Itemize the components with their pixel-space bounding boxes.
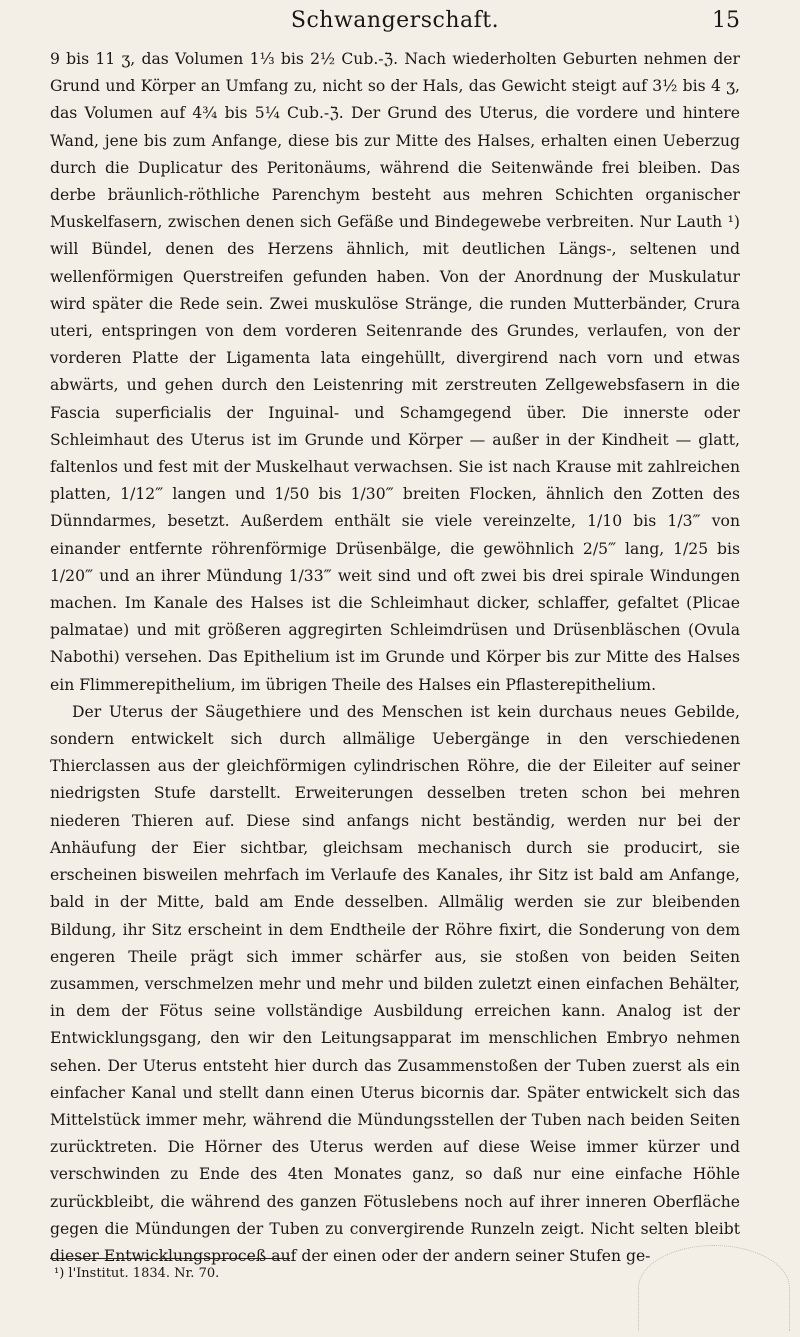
page-number: 15 [712,8,740,33]
body-text [50,46,740,1270]
footnote-divider [50,1258,290,1259]
running-title: Schwangerschaft. [290,8,500,33]
page-header [50,4,740,38]
footnote: ¹) l'Institut. 1834. Nr. 70. [54,1266,220,1281]
page [50,4,740,1270]
paragraph: 9 bis 11 ʒ, das Volumen 1⅓ bis 2½ Cub.-ℨ. Nach wiederholten Geburten nehmen der Grund und Körper an Umfang zu, nicht so der Hals, das Gewicht steigt auf 3½ bis 4 ʒ, das Volumen auf 4¾ bis 5¼ Cub.-ℨ. Der Grund des Uterus, die vordere und hintere Wand, jene bis zum Anfange, diese bis zur Mitte des Halses, erhalten einen Ueberzug durch die Duplicatur des Peritonäums, während die Seitenwände frei bleiben. Das derbe bräunlich-röthliche Parenchym besteht aus mehren Schichten organischer Muskelfasern, zwischen denen sich Gefäße und Bindegewebe verbreiten. Nur Lauth ¹) will Bündel, denen des Herzens ähnlich, mit deutlichen Längs-, seltenen und wellenförmigen Querstreifen gefunden haben. Von der Anordnung der Muskulatur wird später die Rede sein. Zwei muskulöse Stränge, die runden Mutterbänder, Crura uteri, entspringen von dem vorderen Seitenrande des Grundes, verlaufen, von der vorderen Platte der Ligamenta lata eingehüllt, divergirend nach vorn und etwas abwärts, und gehen durch den Leistenring mit zerstreuten Zellgewebsfasern in die Fascia superficialis der Inguinal- und Schamgegend über. Die innerste oder Schleimhaut des Uterus ist im Grunde und Körper — außer in der Kindheit — glatt, faltenlos und fest mit der Muskelhaut verwachsen. Sie ist nach Krause mit zahlreichen platten, 1/12‴ langen und 1/50 bis 1/30‴ breiten Flocken, ähnlich den Zotten des Dünndarmes, besetzt. Außerdem enthält sie viele vereinzelte, 1/10 bis 1/3‴ von einander entfernte röhrenförmige Drüsenbälge, die gewöhnlich 2/5‴ lang, 1/25 bis 1/20‴ und an ihrer Mündung 1/33‴ weit sind und oft zwei bis drei spirale Windungen machen. Im Kanale des Halses ist die Schleimhaut dicker, schlaffer, gefaltet (Plicae palmatae) und mit größeren aggregirten Schleimdrüsen und Drüsenbläschen (Ovula Nabothi) versehen. Das Epithelium ist im Grunde und Körper bis zur Mitte des Halses ein Flimmerepithelium, im übrigen Theile des Halses ein Pflasterepithelium. [50,50,740,694]
paragraph: Der Uterus der Säugethiere und des Menschen ist kein durchaus neues Gebilde, sondern entwickelt sich durch allmälige Uebergänge in den verschiedenen Thierclassen aus der gleichförmigen cylindrischen Röhre, die der Eileiter auf seiner niedrigsten Stufe darstellt. Erweiterungen desselben treten schon bei mehren niederen Thieren auf. Diese sind anfangs nicht beständig, werden nur bei der Anhäufung der Eier sichtbar, gleichsam mechanisch durch sie producirt, sie erscheinen bisweilen mehrfach im Verlaufe des Kanales, ihr Sitz ist bald am Anfange, bald in der Mitte, bald am Ende desselben. Allmälig werden sie zur bleibenden Bildung, ihr Sitz erscheint in dem Endtheile der Röhre fixirt, die Sonderung von dem engeren Theile prägt sich immer schärfer aus, sie stoßen von beiden Seiten zusammen, verschmelzen mehr und mehr und bilden zuletzt einen einfachen Behälter, in dem der Fötus seine vollständige Ausbildung erreichen kann. Analog ist der Entwicklungsgang, den wir den Leitungsapparat im menschlichen Embryo nehmen sehen. Der Uterus entsteht hier durch das Zusammenstoßen der Tuben zuerst als ein einfacher Kanal und stellt dann einen Uterus bicornis dar. Später entwickelt sich das Mittelstück immer mehr, während die Mündungsstellen der Tuben nach beiden Seiten zurücktreten. Die Hörner des Uterus werden auf diese Weise immer kürzer und verschwinden zu Ende des 4ten Monates ganz, so daß nur eine einfache Höhle zurückbleibt, die während des ganzen Fötuslebens noch auf ihrer inneren Oberfläche gegen die Mündungen der Tuben zu convergirende Runzeln zeigt. Nicht selten bleibt dieser Entwicklungsproceß auf der einen oder der andern seiner Stufen ge- [50,702,740,1265]
library-stamp [638,1245,790,1331]
